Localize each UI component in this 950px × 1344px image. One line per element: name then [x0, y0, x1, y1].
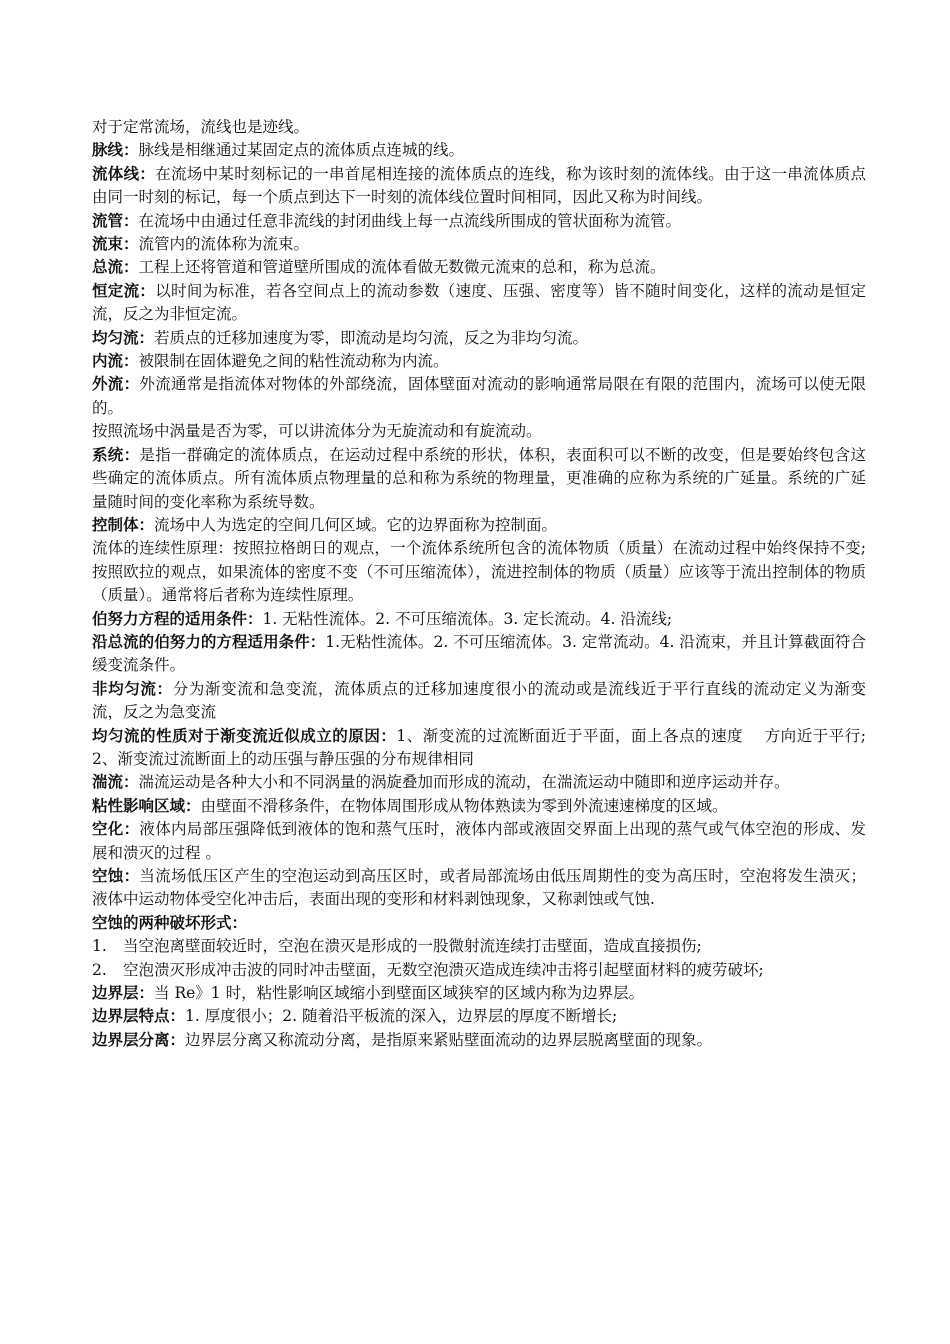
paragraph-stream-tube: [92, 210, 866, 233]
definition-text: 在流场中由通过任意非流线的封闭曲线上每一点流线所围成的管状面称为流管。: [138, 211, 682, 230]
definition-text: 液体内局部压强降低到液体的饱和蒸气压时，液体内部或液固交界面上出现的蒸气或气体空泡的形成、发展和溃灭的过程 。: [92, 820, 866, 862]
paragraph-internal-flow: [92, 350, 866, 373]
paragraph-streakline: [92, 139, 866, 162]
list-text: 空泡溃灭形成冲击波的同时冲击壁面，无数空泡溃灭造成连续冲击将引起壁面材料的疲劳破坏;: [123, 960, 764, 979]
definition-text: 在流场中某时刻标记的一串首尾相连接的流体质点的连线，称为该时刻的流体线。由于这一串流体质点由同一时刻的标记，每一个质点到达下一时刻的流体线位置时间相同，因此又称为时间线。: [92, 164, 866, 207]
definition-text: 湍流运动是各种大小和不同涡量的涡旋叠加而形成的流动，在湍流运动中随即和逆序运动并存。: [138, 773, 790, 792]
paragraph-system: [92, 444, 866, 514]
term-label: 非均匀流：: [92, 679, 173, 698]
list-item: [92, 959, 866, 982]
paragraph-bernoulli-conditions: [92, 608, 866, 631]
definition-text: 若质点的迁移加速度为零，即流动是均匀流，反之为非均匀流。: [154, 328, 589, 347]
term-label: 流体线：: [92, 164, 156, 183]
document-body: [92, 116, 866, 1052]
definition-text: 1.无粘性流体。2. 不可压缩流体。3. 定常流动。4. 沿流束，并且计算截面符合缓变流条件。: [92, 632, 866, 675]
paragraph-erosion-forms-heading: [92, 912, 866, 935]
term-label: 流束：: [92, 235, 139, 254]
term-label: 控制体：: [92, 515, 155, 534]
definition-text: 脉线是相继通过某固定点的流体质点连城的线。: [138, 141, 465, 160]
term-label: 边界层分离：: [92, 1030, 186, 1049]
paragraph-nonuniform-flow: [92, 678, 866, 725]
term-label: 均匀流：: [92, 328, 155, 347]
paragraph-turbulence: [92, 771, 866, 794]
paragraph-external-flow: [92, 373, 866, 420]
term-label: 空蚀：: [92, 867, 140, 885]
term-label: 边界层特点：: [92, 1007, 186, 1026]
paragraph-fluid-line: [92, 163, 866, 210]
paragraph-definition-streakline-note: [92, 116, 866, 139]
definition-text: 由壁面不滑移条件，在物体周围形成从物体熟读为零到外流速速梯度的区域。: [200, 796, 728, 815]
definition-text: 按照流场中涡量是否为零，可以讲流体分为无旋流动和有旋流动。: [92, 422, 542, 441]
paragraph-uniform-flow: [92, 327, 866, 350]
paragraph-vorticity-note: [92, 420, 866, 443]
definition-text: 流体的连续性原理：按照拉格朗日的观点，一个流体系统所包含的流体物质（质量）在流动过程中始终保持不变;按照欧拉的观点，如果流体的密度不变（不可压缩流体），流进控制体的物质（质量）应该等于流出控制体的物质（质量）。通常将后者称为连续性原理。: [92, 539, 866, 605]
definition-text: 被限制在固体避免之间的粘性流动称为内流。: [138, 352, 449, 371]
paragraph-total-flow-bernoulli: [92, 631, 866, 678]
paragraph-viscous-region: [92, 795, 866, 818]
paragraph-continuity-principle: [92, 537, 866, 607]
term-label: 边界层：: [92, 984, 155, 1003]
definition-text: 以时间为标准，若各空间点上的流动参数（速度、压强、密度等）皆不随时间变化，这样的流动是恒定流，反之为非恒定流。: [92, 281, 866, 324]
term-label: 总流：: [92, 258, 139, 277]
term-label: 系统：: [92, 445, 140, 464]
definition-text: 1. 无粘性流体。2. 不可压缩流体。3. 定长流动。4. 沿流线;: [262, 609, 673, 628]
definition-text: 边界层分离又称流动分离，是指原来紧贴壁面流动的边界层脱离壁面的现象。: [185, 1030, 713, 1049]
paragraph-total-flow: [92, 256, 866, 279]
paragraph-steady-flow: [92, 280, 866, 327]
list-text: 当空泡离壁面较近时，空泡在溃灭是形成的一股微射流连续打击壁面，造成直接损伤;: [123, 937, 702, 956]
definition-text: 1. 厚度很小；2. 随着沿平板流的深入，边界层的厚度不断增长;: [185, 1007, 618, 1026]
term-label: 脉线：: [92, 141, 139, 160]
definition-text: 是指一群确定的流体质点，在运动过程中系统的形状，体积，表面积可以不断的改变，但是要始终包含这些确定的流体质点。所有流体质点物理量的总和称为系统的物理量，更准确的应称为系统的广延量。系统的广延量随时间的变化率称为系统导数。: [92, 445, 866, 511]
term-label: 均匀流的性质对于渐变流近似成立的原因：: [92, 726, 397, 745]
term-label: 粘性影响区域：: [92, 796, 201, 815]
definition-text: 流管内的流体称为流束。: [138, 235, 310, 254]
term-label: 流管：: [92, 211, 139, 230]
term-label: 沿总流的伯努力的方程适用条件：: [92, 632, 326, 651]
definition-text: 对于定常流场，流线也是迹线。: [92, 118, 310, 136]
list-item: [92, 935, 866, 958]
definition-text: 流场中人为选定的空间几何区域。它的边界面称为控制面。: [154, 515, 558, 534]
term-label: 伯努力方程的适用条件：: [92, 609, 263, 628]
list-number: 1.: [92, 937, 107, 956]
paragraph-boundary-layer: [92, 982, 866, 1005]
paragraph-stream-bundle: [92, 233, 866, 256]
paragraph-cavitation-erosion: [92, 865, 866, 912]
term-label: 外流：: [92, 375, 140, 394]
definition-text: 外流通常是指流体对物体的外部绕流，固体壁面对流动的影响通常局限在有限的范围内，流场可以使无限的。: [92, 375, 866, 417]
definition-text: 工程上还将管道和管道壁所围成的流体看做无数微元流束的总和，称为总流。: [138, 258, 666, 277]
paragraph-control-volume: [92, 514, 866, 537]
definition-text: 分为渐变流和急变流，流体质点的迁移加速度很小的流动或是流线近于平行直线的流动定义为渐变流，反之为急变流: [92, 679, 866, 722]
definition-text: 当流场低压区产生的空泡运动到高压区时，或者局部流场由低压周期性的变为高压时，空泡将发生溃灭；液体中运动物体受空化冲击后，表面出现的变形和材料剥蚀现象，又称剥蚀或气蚀.: [92, 867, 866, 909]
paragraph-gradual-flow-reason: [92, 725, 866, 772]
term-label: 恒定流：: [92, 281, 156, 300]
paragraph-boundary-layer-separation: [92, 1029, 866, 1052]
paragraph-boundary-layer-features: [92, 1005, 866, 1028]
list-number: 2.: [92, 960, 107, 979]
term-label: 空蚀的两种破坏形式：: [92, 913, 248, 932]
term-label: 内流：: [92, 352, 139, 371]
definition-text: 当 Re》1 时，粘性影响区域缩小到壁面区域狭窄的区域内称为边界层。: [154, 984, 645, 1003]
term-label: 湍流：: [92, 773, 139, 792]
definition-text: 1、渐变流的过流断面近于平面，面上各点的速度 方向近于平行; 2、渐变流过流断面上的动压强与静压强的分布规律相同: [92, 726, 866, 768]
term-label: 空化：: [92, 820, 140, 839]
paragraph-cavitation: [92, 818, 866, 865]
